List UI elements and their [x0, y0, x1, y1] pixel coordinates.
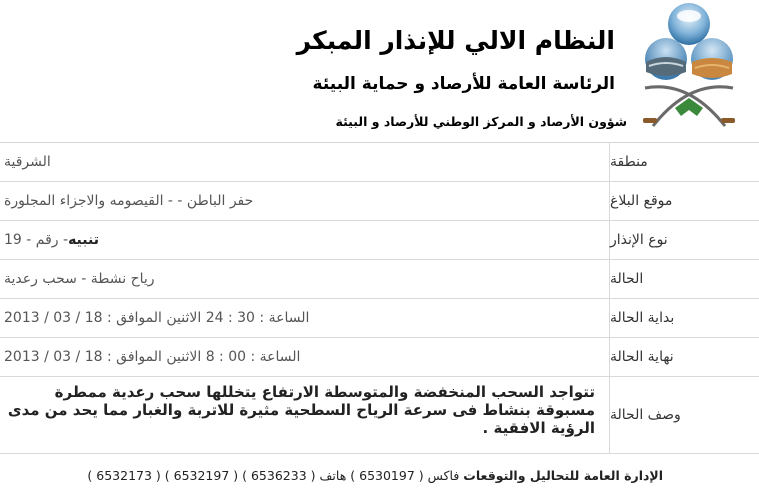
- alert-number-text: - رقم - 19: [4, 232, 69, 248]
- alert-type-text: تنبيه: [68, 232, 99, 248]
- row-label: بداية الحالة: [609, 299, 759, 337]
- footer-organization: الإدارة العامة للتحاليل والتوقعات: [463, 468, 663, 483]
- row-label: موقع البلاغ: [609, 182, 759, 220]
- page-header: [0, 0, 759, 142]
- page-subtitle: الرئاسة العامة للأرصاد و حماية البيئة: [312, 74, 615, 94]
- table-row: [0, 182, 759, 221]
- row-value: الشرقية: [4, 154, 51, 170]
- row-value: حفر الباطن - - القيصومه والاجزاء المجلورة: [4, 193, 254, 209]
- table-row: [0, 299, 759, 338]
- table-row: [0, 377, 759, 454]
- row-label: الحالة: [609, 260, 759, 298]
- page-title: النظام الالي للإنذار المبكر: [296, 26, 615, 55]
- footer-contacts: فاكس ( 6530197 ) هاتف ( 6536233 ) ( 6532197 ) ( 6532173 ): [87, 468, 460, 483]
- row-label: نهاية الحالة: [609, 338, 759, 376]
- table-row: [0, 221, 759, 260]
- table-row: [0, 338, 759, 377]
- row-label: نوع الإنذار: [609, 221, 759, 259]
- page-footer: [0, 462, 759, 496]
- row-value: الساعة : 30 : 24 الاثنين الموافق : 18 / 03 / 2013: [4, 310, 310, 326]
- table-row: [0, 143, 759, 182]
- footer-contact-line: [87, 468, 663, 483]
- row-label: منطقة: [609, 143, 759, 181]
- page-subsubtitle: شؤون الأرصاد و المركز الوطني للأرصاد و البيئة: [335, 114, 627, 129]
- table-row: [0, 260, 759, 299]
- alert-details-table: [0, 142, 759, 454]
- row-value: رياح نشطة - سحب رعدية: [4, 271, 155, 287]
- organization-logo-icon: [633, 2, 745, 136]
- row-label: وصف الحالة: [609, 377, 759, 453]
- row-value: [4, 221, 595, 259]
- situation-description: تتواجد السحب المنخفضة والمتوسطة الارتفاع يتخللها سحب رعدية ممطرة مسبوقة بنشاط فى سرعة الرياح السطحية مثيرة للاتربة والغبار مما يحد من مدى الرؤية الافقية .: [7, 383, 595, 437]
- row-value: الساعة : 00 : 8 الاثنين الموافق : 18 / 03 / 2013: [4, 349, 301, 365]
